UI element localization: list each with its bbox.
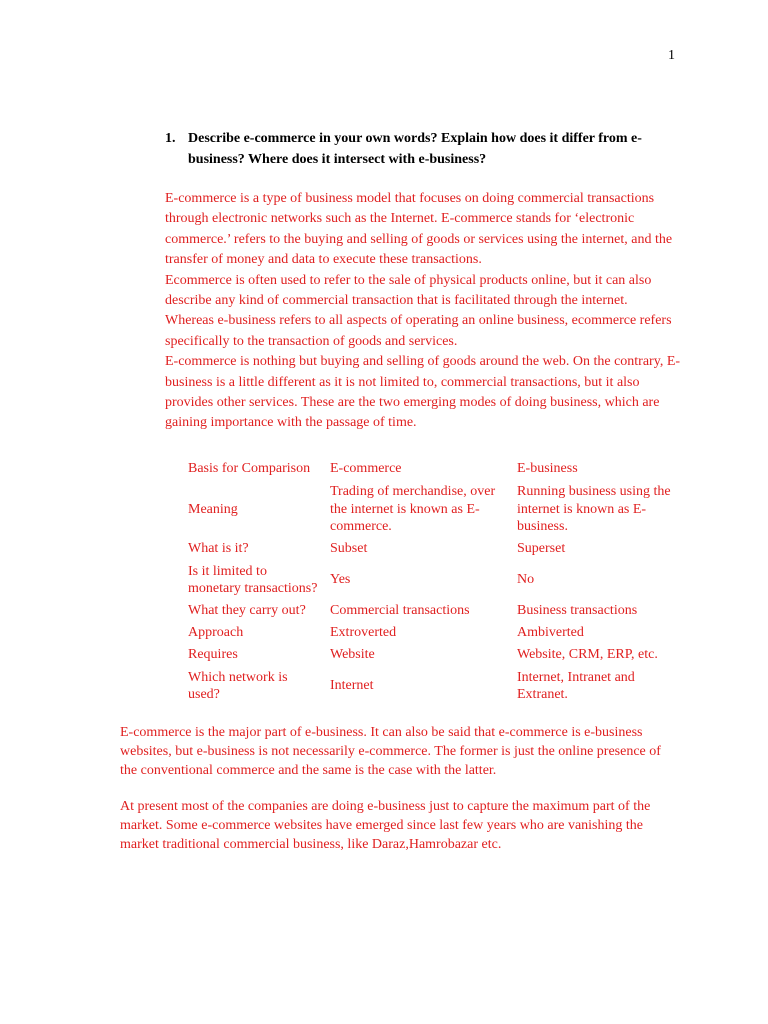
table-cell: Running business using the internet is known as E-business. — [517, 484, 671, 535]
table-cell: Commercial transactions — [330, 603, 470, 619]
table-cell: Trading of merchandise, over the internet is known as E-commerce. — [330, 484, 496, 535]
table-cell: Website, CRM, ERP, etc. — [517, 647, 658, 663]
closing-paragraph-1: E-commerce is the major part of e-business. It can also be said that e-commerce is e-business websites, but e-business is not necessarily e-commerce. The former is just the online presence of the conventional commerce and the same is the case with the latter. — [120, 725, 661, 778]
table-cell: Business transactions — [517, 603, 638, 619]
table-cell: Requires — [188, 647, 238, 663]
closing-paragraph-2: At present most of the companies are doing e-business just to capture the maximum part of the market. Some e-commerce websites have emerged since last few years who are vanishing the market traditional commercial business, like Daraz,Hamrobazar etc. — [120, 799, 651, 852]
question — [165, 128, 685, 170]
table-row — [184, 666, 681, 706]
table-cell: Website — [330, 647, 375, 663]
table-cell: What is it? — [188, 541, 249, 557]
table-cell: Is it limited to monetary transactions? — [188, 563, 318, 596]
table-row — [184, 600, 681, 622]
answer-paragraph: E-commerce is nothing but buying and selling of goods around the web. On the contrary, E-business is a little different as it is not limited to, commercial transactions, but it also provides other services. These are the two emerging modes of doing business, which are gaining importance with the passage of time. — [165, 354, 681, 431]
table-cell: Subset — [330, 541, 368, 557]
table-row — [184, 481, 681, 538]
table-row — [184, 622, 681, 644]
table-cell: Internet, Intranet and Extranet. — [517, 669, 635, 702]
table-cell: What they carry out? — [188, 603, 306, 619]
table-header-cell: E-business — [517, 461, 578, 477]
table-cell: Meaning — [188, 501, 238, 517]
table-row — [184, 560, 681, 600]
table-cell: Extroverted — [330, 625, 397, 641]
answer-body — [165, 189, 685, 434]
table-cell: Which network is used? — [188, 669, 288, 702]
answer-paragraph: Ecommerce is often used to refer to the sale of physical products online, but it can also describe any kind of commercial transaction that is facilitated through the internet. — [165, 272, 652, 309]
table-cell: Superset — [517, 541, 566, 557]
table-cell: Yes — [330, 572, 351, 588]
table-header-cell: Basis for Comparison — [188, 461, 311, 477]
table-cell: No — [517, 572, 535, 588]
question-number: 1. — [165, 131, 176, 146]
table-cell: Internet — [330, 678, 374, 694]
comparison-table — [184, 457, 681, 706]
table-header-cell: E-commerce — [330, 461, 402, 477]
question-text: Describe e-commerce in your own words? Explain how does it differ from e-business? Where does it intersect with e-business? — [188, 131, 642, 167]
table-row — [184, 538, 681, 560]
table-cell: Ambiverted — [517, 625, 584, 641]
table-header-row — [184, 457, 681, 481]
page-number: 1 — [668, 48, 675, 63]
table-row — [184, 644, 681, 666]
answer-paragraph: E-commerce is a type of business model that focuses on doing commercial transactions through electronic networks such as the Internet. E-commerce stands for ‘electronic commerce.’ refers to the buying and selling of goods or services using the internet, and the transfer of money and data to execute these transactions. — [165, 191, 673, 268]
table-cell: Approach — [188, 625, 244, 641]
answer-paragraph: Whereas e-business refers to all aspects of operating an online business, ecommerce refers specifically to the transaction of goods and services. — [165, 313, 672, 349]
